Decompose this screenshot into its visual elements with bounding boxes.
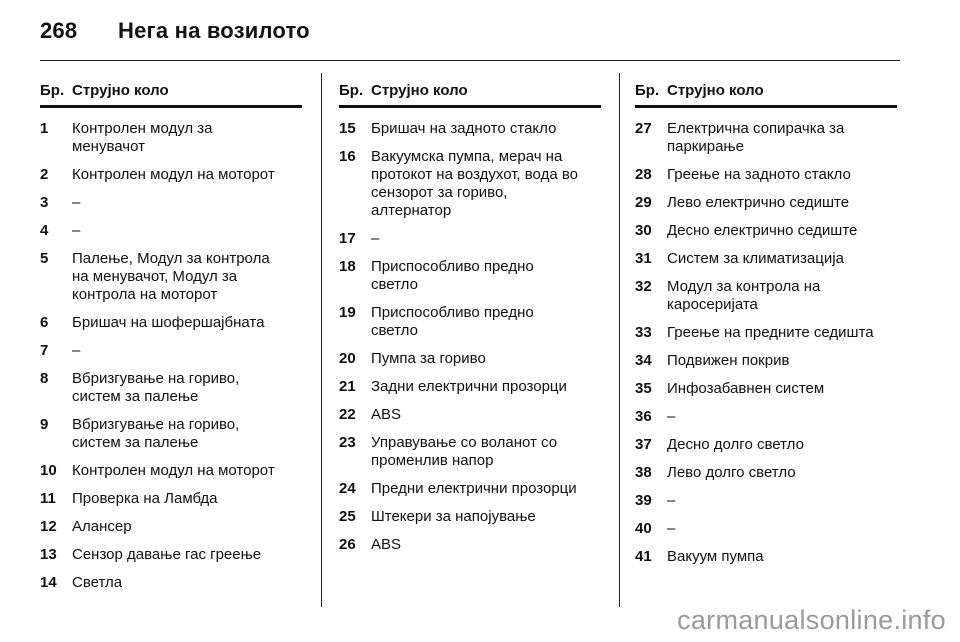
fuse-number: 28	[635, 166, 652, 183]
page-number: 268	[40, 18, 78, 43]
table-row	[635, 222, 897, 240]
circuit-name: Лево долго светло	[667, 464, 796, 481]
fuse-number: 33	[635, 324, 652, 341]
page-title: Нега на возилото	[118, 18, 310, 43]
circuit-name: Контролен модул на моторот	[72, 462, 275, 479]
circuit-name: –	[72, 222, 81, 239]
fuse-number: 1	[40, 120, 49, 137]
fuse-number: 13	[40, 546, 57, 563]
table-row	[40, 490, 302, 508]
fuse-number: 12	[40, 518, 57, 535]
fuse-number: 31	[635, 250, 652, 267]
table-row	[40, 518, 302, 536]
table-header	[339, 82, 601, 108]
fuse-number: 2	[40, 166, 49, 183]
table-row	[40, 120, 302, 156]
circuit-name: Задни електрични прозорци	[371, 378, 567, 395]
circuit-name: Вбризгување на гориво, систем за палење	[72, 416, 240, 451]
table-row	[339, 434, 601, 470]
table-row	[635, 464, 897, 482]
table-row	[339, 230, 601, 248]
table-body	[339, 120, 601, 554]
circuit-name: –	[667, 520, 676, 537]
circuit-name: –	[72, 342, 81, 359]
table-row	[40, 250, 302, 304]
fuse-number: 30	[635, 222, 652, 239]
table-row	[339, 406, 601, 424]
table-row	[635, 436, 897, 454]
fuse-number: 20	[339, 350, 356, 367]
circuit-name: Вакуум пумпа	[667, 548, 764, 565]
circuit-name: –	[667, 408, 676, 425]
circuit-name: Проверка на Ламбда	[72, 490, 218, 507]
fuse-number: 29	[635, 194, 652, 211]
table-row	[40, 342, 302, 360]
circuit-name: Модул за контрола на каросеријата	[667, 278, 821, 313]
table-row	[635, 520, 897, 538]
table-row	[635, 250, 897, 268]
fuse-number: 25	[339, 508, 356, 525]
table-row	[635, 324, 897, 342]
header-circuit: Струјно коло	[72, 82, 169, 99]
table-row	[635, 408, 897, 426]
fuse-number: 39	[635, 492, 652, 509]
header-rule	[40, 60, 900, 61]
circuit-name: Палење, Модул за контрола на менувачот, Модул за контрола на моторот	[72, 250, 270, 303]
circuit-name: Десно електрично седиште	[667, 222, 858, 239]
table-row	[635, 492, 897, 510]
fuse-number: 8	[40, 370, 49, 387]
circuit-name: Греење на предните седишта	[667, 324, 874, 341]
table-row	[40, 462, 302, 480]
header-circuit: Струјно коло	[371, 82, 468, 99]
fuse-number: 11	[40, 490, 56, 507]
table-row	[635, 120, 897, 156]
table-row	[339, 378, 601, 396]
fuse-number: 38	[635, 464, 652, 481]
table-row	[635, 548, 897, 566]
fuse-number: 24	[339, 480, 356, 497]
table-row	[635, 278, 897, 314]
fuse-number: 22	[339, 406, 356, 423]
circuit-name: Систем за климатизација	[667, 250, 844, 267]
circuit-name: Контролен модул за менувачот	[72, 120, 213, 155]
page-header	[40, 18, 310, 44]
table-row	[40, 166, 302, 184]
circuit-name: Бришач на шофершајбната	[72, 314, 265, 331]
fuse-number: 16	[339, 148, 356, 165]
table-row	[339, 480, 601, 498]
circuit-name: –	[72, 194, 81, 211]
circuit-name: Приспособливо предно светло	[371, 304, 534, 339]
table-row	[40, 574, 302, 592]
circuit-name: Подвижен покрив	[667, 352, 790, 369]
circuit-name: –	[371, 230, 380, 247]
fuse-number: 23	[339, 434, 356, 451]
fuse-number: 34	[635, 352, 652, 369]
circuit-name: Светла	[72, 574, 123, 591]
fuse-table-column-3	[635, 82, 897, 566]
fuse-number: 19	[339, 304, 356, 321]
table-row	[40, 222, 302, 240]
table-row	[40, 546, 302, 564]
table-row	[40, 416, 302, 452]
column-divider	[321, 73, 322, 607]
fuse-number: 7	[40, 342, 49, 359]
fuse-number: 27	[635, 120, 652, 137]
fuse-number: 15	[339, 120, 356, 137]
table-header	[635, 82, 897, 108]
header-number: Бр.	[635, 82, 660, 99]
circuit-name: Лево електрично седиште	[667, 194, 850, 211]
circuit-name: Штекери за напојување	[371, 508, 536, 525]
table-row	[635, 194, 897, 212]
circuit-name: Вбризгување на гориво, систем за палење	[72, 370, 240, 405]
circuit-name: –	[667, 492, 676, 509]
circuit-name: Сензор давање гас греење	[72, 546, 262, 563]
table-row	[339, 120, 601, 138]
circuit-name: Приспособливо предно светло	[371, 258, 534, 293]
table-row	[339, 508, 601, 526]
fuse-number: 26	[339, 536, 356, 553]
column-divider	[619, 73, 620, 607]
table-body	[635, 120, 897, 566]
fuse-number: 40	[635, 520, 652, 537]
fuse-number: 36	[635, 408, 652, 425]
circuit-name: Електрична сопирачка за паркирање	[667, 120, 845, 155]
table-row	[339, 304, 601, 340]
circuit-name: ABS	[371, 406, 402, 423]
table-header	[40, 82, 302, 108]
fuse-number: 5	[40, 250, 49, 267]
table-body	[40, 120, 302, 592]
circuit-name: Управување со воланот со променлив напор	[371, 434, 558, 469]
circuit-name: Алансер	[72, 518, 132, 535]
table-row	[339, 350, 601, 368]
table-row	[339, 258, 601, 294]
fuse-number: 35	[635, 380, 652, 397]
circuit-name: Пумпа за гориво	[371, 350, 486, 367]
header-number: Бр.	[339, 82, 364, 99]
fuse-number: 6	[40, 314, 49, 331]
fuse-table-column-2	[339, 82, 601, 554]
fuse-number: 21	[339, 378, 356, 395]
circuit-name: Предни електрични прозорци	[371, 480, 577, 497]
table-row	[339, 148, 601, 220]
table-row	[635, 166, 897, 184]
table-row	[40, 314, 302, 332]
table-row	[40, 194, 302, 212]
fuse-number: 4	[40, 222, 49, 239]
fuse-number: 3	[40, 194, 49, 211]
circuit-name: Десно долго светло	[667, 436, 804, 453]
table-row	[40, 370, 302, 406]
circuit-name: Греење на задното стакло	[667, 166, 851, 183]
table-row	[635, 352, 897, 370]
circuit-name: ABS	[371, 536, 402, 553]
fuse-number: 18	[339, 258, 356, 275]
circuit-name: Инфозабавнен систем	[667, 380, 825, 397]
fuse-table-column-1	[40, 82, 302, 592]
table-row	[635, 380, 897, 398]
table-row	[339, 536, 601, 554]
fuse-number: 41	[635, 548, 652, 565]
circuit-name: Вакуумска пумпа, мерач на протокот на воздухот, вода во сензорот за гориво, алтернатор	[371, 148, 578, 219]
fuse-number: 37	[635, 436, 652, 453]
fuse-number: 32	[635, 278, 652, 295]
fuse-number: 14	[40, 574, 57, 591]
circuit-name: Контролен модул на моторот	[72, 166, 275, 183]
fuse-number: 17	[339, 230, 356, 247]
fuse-number: 9	[40, 416, 49, 433]
watermark: carmanualsonline.info	[677, 605, 946, 635]
header-number: Бр.	[40, 82, 65, 99]
circuit-name: Бришач на задното стакло	[371, 120, 557, 137]
fuse-number: 10	[40, 462, 57, 479]
header-circuit: Струјно коло	[667, 82, 764, 99]
